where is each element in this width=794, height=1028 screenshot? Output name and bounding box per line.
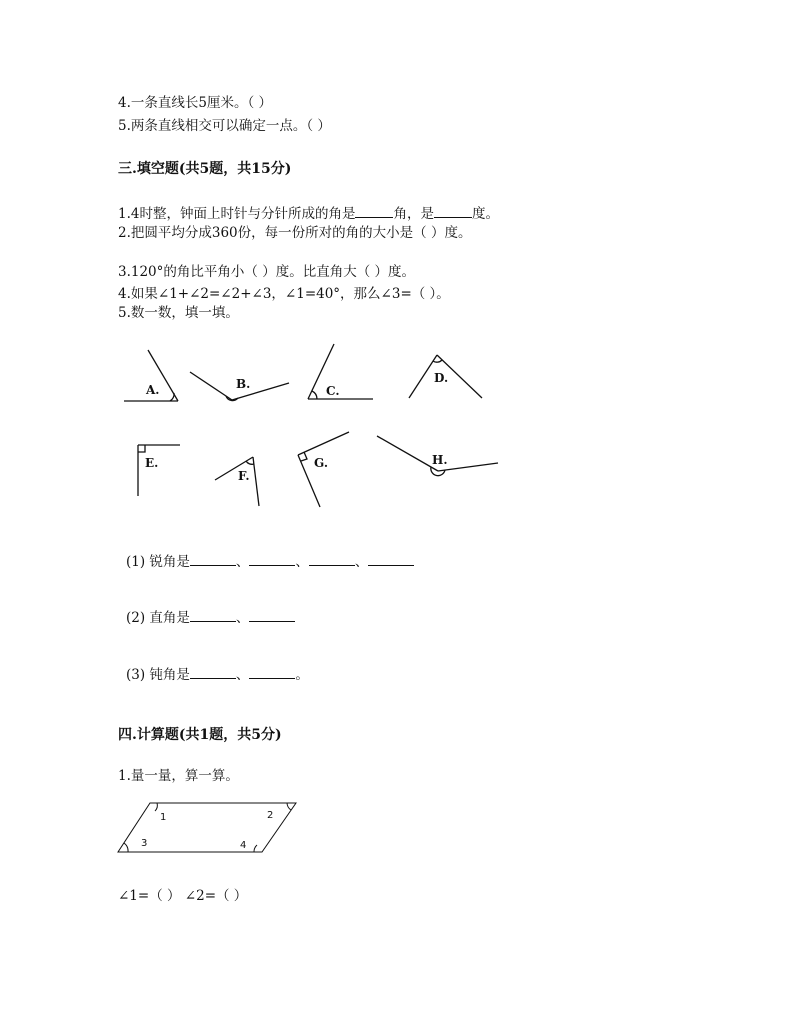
section3-heading: 三.填空题(共5题，共15分) <box>118 161 292 177</box>
q1-text-b: 角，是 <box>393 206 434 222</box>
separator: 、 <box>295 554 309 570</box>
angle-label-h: H. <box>432 453 448 467</box>
angle-f <box>215 457 259 506</box>
period: 。 <box>295 667 309 683</box>
separator: 、 <box>235 554 250 570</box>
fill-question-3: 3.120°的角比平角小（ ）度。比直角大（ ）度。 <box>118 264 415 280</box>
acute-blank-1[interactable] <box>190 553 236 566</box>
judge-item-4: 4.一条直线长5厘米。（ ） <box>118 95 273 111</box>
obtuse-blank-1[interactable] <box>190 666 236 679</box>
calc-question-1: 1.量一量，算一算。 <box>118 768 239 784</box>
angle-label-d: D. <box>434 371 449 385</box>
subq-obtuse-label: (3) 钝角是 <box>126 667 190 683</box>
separator: 、 <box>235 667 250 683</box>
angle-c <box>308 344 373 399</box>
subq-acute <box>126 550 414 570</box>
right-blank-1[interactable] <box>190 609 236 622</box>
angle-label-g: G. <box>314 456 328 470</box>
subq-right-label: (2) 直角是 <box>126 610 190 626</box>
subq-right <box>126 606 295 626</box>
acute-blank-4[interactable] <box>368 553 414 566</box>
acute-blank-3[interactable] <box>309 553 355 566</box>
angle-label-c: C. <box>326 384 340 398</box>
obtuse-blank-2[interactable] <box>249 666 295 679</box>
para-angle-label-4: 4 <box>240 840 247 851</box>
q1-text-c: 度。 <box>471 206 499 222</box>
q1-text-a: 1.4时整，钟面上时针与分针所成的角是 <box>118 206 356 222</box>
angle-e <box>138 445 180 496</box>
angle-label-a: A. <box>146 383 160 397</box>
fill-question-4: 4.如果∠1+∠2=∠2+∠3，∠1=40°，那么∠3=（ ）。 <box>118 286 450 302</box>
subq-acute-label: (1) 锐角是 <box>126 554 190 570</box>
acute-blank-2[interactable] <box>249 553 295 566</box>
judge-item-5: 5.两条直线相交可以确定一点。（ ） <box>118 118 331 134</box>
angle-label-f: F. <box>238 469 250 483</box>
section4-heading: 四.计算题(共1题，共5分) <box>118 727 282 743</box>
angle-label-e: E. <box>145 456 159 470</box>
subq-obtuse <box>126 663 309 683</box>
angle-answer-line: ∠1=（ ） ∠2=（ ） <box>118 888 248 904</box>
para-angle-label-3: 3 <box>141 838 148 849</box>
separator: 、 <box>354 554 369 570</box>
separator: 、 <box>235 610 250 626</box>
right-blank-2[interactable] <box>249 609 295 622</box>
para-angle-label-1: 1 <box>160 812 167 823</box>
angle-label-b: B. <box>236 377 251 391</box>
fill-question-5: 5.数一数，填一填。 <box>118 305 239 321</box>
fill-question-2: 2.把圆平均分成360份，每一份所对的角的大小是（ ）度。 <box>118 225 472 241</box>
para-angle-label-2: 2 <box>267 810 274 821</box>
